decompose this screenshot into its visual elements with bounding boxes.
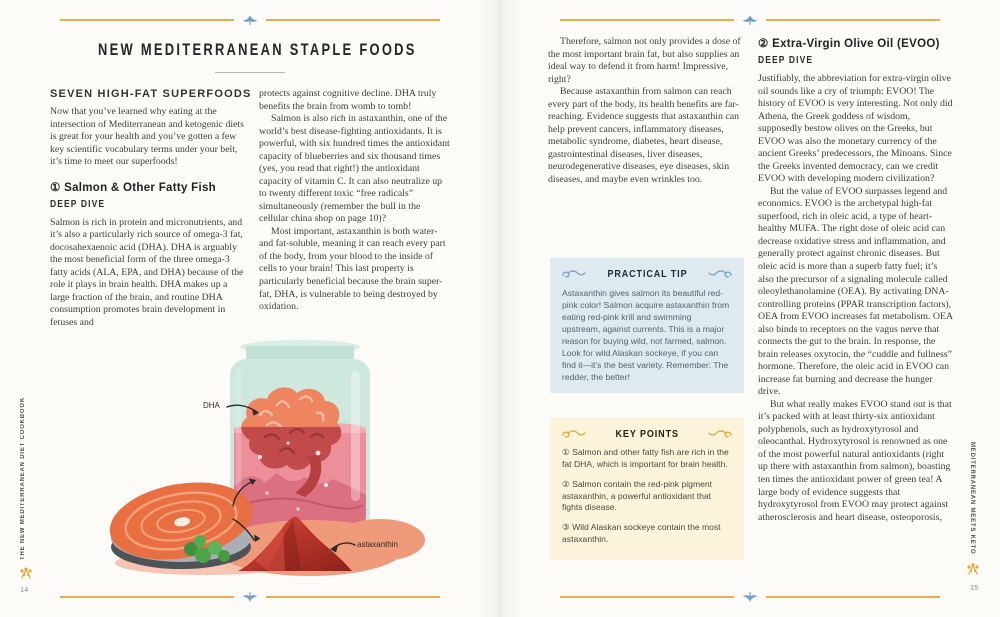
practical-tip-body: Astaxanthin gives salmon its beautiful red-pink color! Salmon acquire astaxanthin from eating red-pink krill and swimming upstream, against currents. This is a major reason for buying wild, not farmed, salmon. Look for wild Alaskan sockeye, if you can find it—it’s the best variety. Remember: The redder, the better! [562, 288, 730, 383]
paragraph: Salmon is also rich in astaxanthin, one of the world’s best disease-fighting antioxidants. It is powerful, with six hundred times the antioxidant capacity of blueberries and six thousand times (yes, you read that right!) the antioxidant capacity of vitamin C. It can also neutralize up to twenty different toxic “free radicals” simultaneously (remember the bull in the cellular china shop on page 10)? [259, 113, 450, 225]
gold-rule-line [266, 596, 440, 598]
gold-rule-line [560, 596, 734, 598]
salmon-jar-illustration [55, 335, 455, 585]
right-page-number: 15 [970, 583, 979, 592]
gold-rule-line [560, 19, 734, 21]
deep-dive-label: DEEP DIVE [758, 55, 814, 66]
evoo-heading: ② Extra-Virgin Olive Oil (EVOO) [758, 38, 940, 50]
practical-tip-header [562, 269, 732, 280]
gold-rule-line [60, 596, 234, 598]
dha-label: DHA [203, 401, 220, 410]
intro-paragraph: Now that you’ve learned why eating at the intersection of Mediterranean and ketogenic diets is great for your health and you’ve gotten a few key scientific vocabulary terms under your belt, it’s time to meet our superfoods! [50, 106, 244, 168]
scroll-ornament-icon [562, 269, 586, 280]
left-page-number: 14 [20, 585, 29, 594]
scroll-ornament-icon [708, 269, 732, 280]
gold-rule-line [60, 19, 234, 21]
top-rule-right [560, 14, 940, 26]
paragraph: Because astaxanthin from salmon can reach every part of the body, its health benefits are far-reaching. Evidence suggests that astaxanthin can help prevent cancers, inflammatory diseases, metabolic syndrome, diabetes, heart disease, gastrointestinal diseases, liver diseases, neurodegenerative diseases, eye diseases, skin diseases, and maybe even wrinkles too. [548, 86, 739, 185]
leaf-up-icon [741, 14, 759, 26]
gold-rule-line [766, 596, 940, 598]
paragraph: Justifiably, the abbreviation for extra-virgin olive oil sounds like a cry of triumph: EVOO! The history of EVOO is very interesting. Not only did Athena, the Greek goddess of wisdom, supposedly bestow olives on the Greeks, but EVOO was also the monetary currency of the ancient Greeks’ predecessors, the Minoans. Since the Greeks invented democracy, can we credit EVOO with developing modern civilization? [758, 73, 953, 185]
practical-tip-box [550, 258, 744, 393]
right-column-2 [758, 36, 955, 524]
left-spine-title: THE NEW MEDITERRANEAN DIET COOKBOOK [20, 397, 26, 560]
paragraph: Most important, astaxanthin is both water- and fat-soluble, meaning it can reach every part of the body, from your blood to the inside of cells to your brain! This last property is particularly beneficial because the brain super-fat, DHA, is vulnerable to being destroyed by oxidation. [259, 225, 446, 313]
paragraph: But what really makes EVOO stand out is that it’s packed with at least thirty-six antioxidant polyphenols, such as hydroxytyrosol and oleocanthal. Hydroxytyrosol is renowned as one of the most powerful natural antioxidants (right up there with astaxanthin from salmon), boasting ten times the antioxidant power of green tea! A large body of evidence suggests that hydroxytyrosol from EVOO may protect against atherosclerosis and heart disease, osteoporosis, [758, 398, 952, 523]
top-rule-left [60, 14, 440, 26]
left-column-1 [50, 88, 252, 329]
key-points-header [562, 429, 732, 440]
key-point-item: ② Salmon contain the red-pink pigment astaxanthin, a powerful antioxidant that fights disease. [562, 478, 713, 513]
leaf-up-icon [241, 14, 259, 26]
practical-tip-title: PRACTICAL TIP [606, 269, 688, 280]
right-column-1 [548, 36, 745, 186]
paragraph: protects against cognitive decline. DHA truly benefits the brain from womb to tomb! [259, 88, 437, 112]
title-divider [215, 72, 285, 73]
leaf-down-icon [241, 591, 259, 603]
scroll-ornament-icon [708, 429, 732, 440]
key-points-title: KEY POINTS [615, 429, 679, 440]
key-point-item: ③ Wild Alaskan sockeye contain the most astaxanthin. [562, 522, 721, 545]
salmon-paragraph: Salmon is rich in protein and micronutrients, and it’s also a particularly rich source of omega-3 fat, docosahexaenoic acid (DHA). DHA is arguably the most beneficial form of the three omega-3 fatty acids (ALA, EPA, and DHA) because of the role it plays in brain health. DHA makes up a large fraction of the brain, and routine DHA consumption promotes brain development in fetuses and [50, 216, 244, 328]
leaf-down-icon [741, 591, 759, 603]
key-points-box [550, 418, 744, 560]
right-spine-title: MEDITERRANEAN MEETS KETO [969, 442, 975, 555]
paragraph: But the value of EVOO surpasses legend and economics. EVOO is the archetypal high-fat superfood, rich in oleic acid, a type of heart-healthy MUFA. The right dose of oleic acid can decrease oxidative stress and inflammation, and generally protect against chronic diseases. But oleic acid is more than a superb fatty fuel; it’s also the precursor of a signaling molecule called oleoylethanolamine (OEA). By activating DNA-controlling proteins (PPAR transcription factors), OEA from EVOO increases fat metabolism. OEA also binds to receptors on the vagus nerve that connects the gut to the brain. In response, the brain releases oxytocin, the “cuddle and fullness” hormone. Therefore, the oleic acid in EVOO can increase fat burning and decrease the hunger drive. [758, 185, 953, 398]
paragraph: Therefore, salmon not only provides a dose of the most important brain fat, but also supplies an ideal way to defend it from harm! Impressive, right? [548, 36, 741, 85]
page-gutter [478, 0, 522, 617]
bottom-rule-right [560, 591, 940, 603]
key-point-item: ① Salmon and other fatty fish are rich in the fat DHA, which is important for brain health. [562, 447, 729, 469]
page-title: NEW MEDITERRANEAN STAPLE FOODS [98, 40, 417, 59]
deep-dive-label: DEEP DIVE [50, 198, 106, 210]
section-heading: SEVEN HIGH-FAT SUPERFOODS [50, 88, 252, 100]
bottom-rule-left [60, 591, 440, 603]
scroll-ornament-icon [562, 429, 586, 440]
gold-rule-line [266, 19, 440, 21]
spine-ornament-icon [966, 562, 980, 576]
left-column-2 [259, 88, 451, 314]
spine-ornament-icon [19, 566, 33, 580]
gold-rule-line [766, 19, 940, 21]
salmon-heading: ① Salmon & Other Fatty Fish [50, 181, 217, 194]
astaxanthin-label: astaxanthin [357, 540, 398, 549]
